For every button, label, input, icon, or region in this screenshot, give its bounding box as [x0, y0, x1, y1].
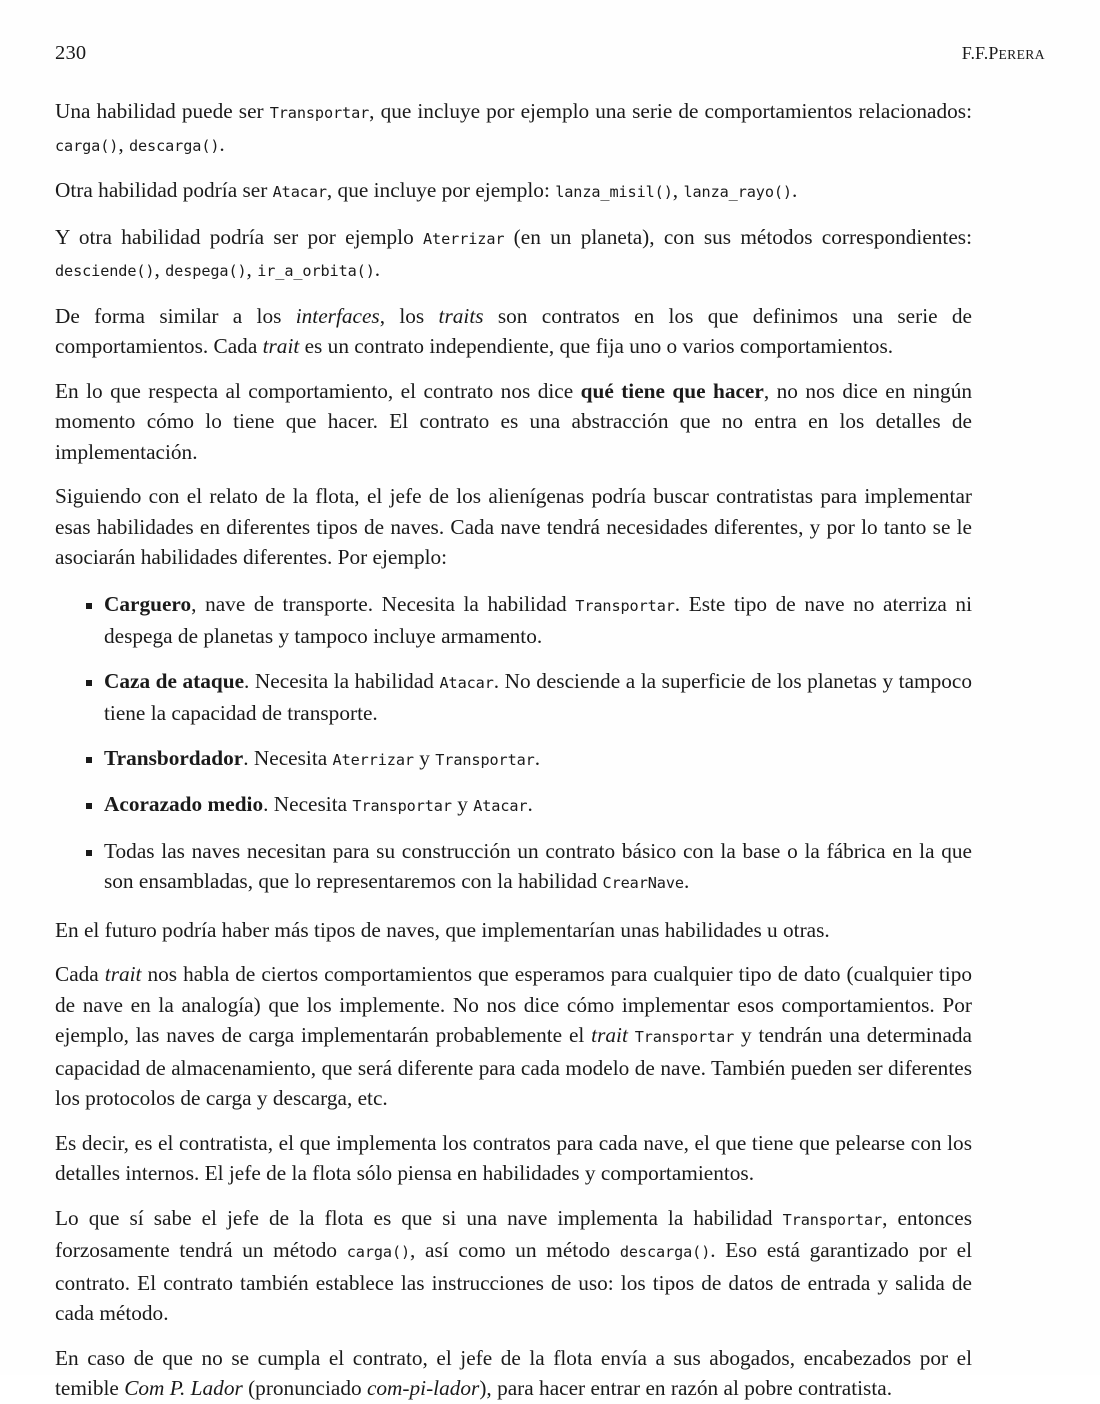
- code-atacar: Atacar: [272, 183, 327, 201]
- text-run: .: [374, 257, 381, 281]
- text-run: . Necesita: [243, 745, 333, 770]
- square-bullet-icon: [86, 680, 92, 686]
- text-run: Cada: [55, 962, 105, 986]
- code-despega: despega(): [165, 262, 247, 280]
- text-run: Y otra habilidad podría ser por ejemplo: [55, 224, 424, 249]
- bold-que-tiene-que-hacer: qué tiene que hacer: [580, 378, 764, 403]
- code-desciende: desciende(): [55, 262, 155, 280]
- text-run: .: [527, 792, 533, 816]
- list-item: [55, 836, 972, 899]
- text-run: , no nos dice en ningún momento cómo lo tiene que hacer. El contrato es una abstracción que no entra en los detalles de implementación.: [55, 378, 972, 464]
- author-initials: F.F.P: [961, 43, 999, 63]
- code-aterrizar: Aterrizar: [423, 229, 505, 248]
- list-item-term: Acorazado medio: [104, 792, 264, 816]
- list-item: [55, 743, 972, 776]
- square-bullet-icon: [86, 757, 92, 763]
- text-run: , así como un método: [410, 1238, 620, 1262]
- paragraph-cada-trait: [55, 959, 972, 1114]
- list-item: [55, 789, 972, 822]
- text-run: .: [534, 745, 541, 770]
- paragraph-futuro-naves: [55, 915, 972, 946]
- body-text-column: [55, 96, 972, 1404]
- text-run: Es decir, es el contratista, el que implementa los contratos para cada nave, el que tiene que pelearse con los detalles internos. El jefe de la flota sólo piensa en habilidades y comportamientos.: [55, 1130, 972, 1185]
- paragraph-atacar: [55, 175, 972, 208]
- text-run: ,: [118, 131, 129, 156]
- code-lanza-rayo: lanza_rayo(): [683, 183, 792, 201]
- italic-trait: trait: [262, 334, 300, 358]
- text-run: ,: [672, 178, 684, 202]
- text-run: Una habilidad puede ser: [55, 99, 270, 123]
- code-carga: carga(): [55, 136, 119, 155]
- square-bullet-icon: [86, 850, 92, 856]
- text-run: y: [413, 745, 436, 770]
- text-run: Siguiendo con el relato de la flota, el jefe de los alienígenas podría buscar contratistas para implementar esas habilidades en diferentes tipos de naves. Cada nave tendrá necesidades diferentes, y por lo tanto se le asociarán habilidades diferentes. Por ejemplo:: [55, 484, 972, 569]
- running-author: [962, 43, 1045, 64]
- text-run: Todas las naves necesitan para su construcción un contrato básico con la base o la fábrica en la que son ensambladas, que lo representaremos con la habilidad: [104, 838, 972, 893]
- text-run: . Necesita la habilidad: [244, 668, 440, 693]
- text-run: , entonces forzosamente tendrá un método: [55, 1205, 972, 1262]
- page-number: 230: [55, 42, 87, 64]
- paragraph-interfaces-traits: [55, 301, 972, 362]
- paragraph-jefe-flota-sabe: [55, 1203, 972, 1329]
- code-crearnave: CrearNave: [602, 874, 684, 892]
- list-item-term: Transbordador: [104, 745, 244, 770]
- running-header: [55, 42, 1045, 68]
- code-transportar: Transportar: [782, 1210, 883, 1229]
- text-run: .: [219, 131, 225, 156]
- text-run: , que incluye por ejemplo:: [326, 178, 556, 202]
- code-descarga: descarga(): [619, 1243, 711, 1261]
- text-run: ,: [246, 257, 258, 281]
- text-run: (pronunciado: [242, 1376, 367, 1400]
- text-run: ), para hacer entrar en razón al pobre contratista.: [479, 1376, 893, 1400]
- italic-trait: trait: [104, 962, 142, 986]
- list-item-term: Caza de ataque: [104, 668, 245, 693]
- list-item: [55, 666, 972, 729]
- italic-com-p-lador: Com P. Lador: [124, 1376, 243, 1400]
- text-run: . Eso está garantizado por el contrato. El contrato también establece las instrucciones de uso: los tipos de datos de entrada y salida de cada método.: [55, 1238, 972, 1325]
- ship-types-list: [55, 589, 972, 899]
- italic-traits: traits: [438, 303, 484, 328]
- code-lanza-misil: lanza_misil(): [555, 183, 673, 201]
- text-run: ,: [154, 257, 166, 281]
- code-ir-a-orbita: ir_a_orbita(): [257, 262, 375, 280]
- text-run: Otra habilidad podría ser: [55, 178, 273, 202]
- text-run: . No desciende a la superficie de los planetas y tampoco tiene la capacidad de transporte.: [104, 668, 972, 725]
- text-run: .: [683, 869, 690, 893]
- code-transportar: Transportar: [575, 596, 675, 615]
- italic-com-pi-lador: com-pi-lador: [366, 1376, 480, 1400]
- list-item-term: Carguero: [104, 591, 192, 616]
- italic-interfaces: interfaces: [295, 303, 380, 328]
- text-run: En lo que respecta al comportamiento, el contrato nos dice: [55, 378, 581, 403]
- text-run: En el futuro podría haber más tipos de naves, que implementarían unas habilidades u otras.: [55, 917, 830, 942]
- italic-trait: trait: [591, 1023, 628, 1047]
- paragraph-flota-contratistas: [55, 481, 972, 573]
- text-run: , los: [379, 303, 439, 328]
- text-run: , que incluye por ejemplo una serie de comportamientos relacionados:: [369, 99, 972, 123]
- paragraph-transportar: [55, 96, 972, 161]
- code-atacar: Atacar: [473, 797, 528, 815]
- list-item: [55, 589, 972, 652]
- paragraph-que-tiene-que-hacer: [55, 376, 972, 468]
- text-run: y tendrán una determinada capacidad de almacenamiento, que será diferente para cada modelo de nave. También pueden ser diferentes los protocolos de carga y descarga, etc.: [55, 1023, 973, 1110]
- text-run: y: [451, 792, 474, 816]
- code-transportar: Transportar: [435, 750, 535, 769]
- paragraph-com-p-lador: [55, 1343, 972, 1404]
- text-run: (en un planeta), con sus métodos correspondientes:: [504, 224, 972, 249]
- author-surname-smallcaps: ERERA: [998, 47, 1045, 62]
- code-descarga: descarga(): [128, 136, 220, 155]
- code-carga: carga(): [346, 1243, 411, 1261]
- text-run: . Este tipo de nave no aterriza ni despega de planetas y tampoco incluye armamento.: [104, 591, 972, 648]
- text-run: [628, 1023, 635, 1047]
- code-transportar: Transportar: [352, 797, 452, 815]
- paragraph-contratista: [55, 1128, 972, 1189]
- code-atacar: Atacar: [439, 673, 494, 692]
- text-run: . Necesita: [263, 792, 353, 816]
- text-run: nos habla de ciertos comportamientos que esperamos para cualquier tipo de dato (cualquier tipo de nave en la analogía) que los implemente. No nos dice cómo implementar esos comportamientos. Por ejemplo, las naves de carga implementarán probablemente el: [55, 962, 972, 1047]
- code-transportar: Transportar: [269, 104, 370, 122]
- text-run: Lo que sí sabe el jefe de la flota es que si una nave implementa la habilidad: [55, 1205, 783, 1230]
- square-bullet-icon: [86, 603, 92, 609]
- text-run: es un contrato independiente, que fija uno o varios comportamientos.: [299, 334, 894, 358]
- code-aterrizar: Aterrizar: [332, 750, 414, 769]
- code-transportar: Transportar: [634, 1028, 735, 1046]
- paragraph-aterrizar: [55, 222, 972, 287]
- text-run: , nave de transporte. Necesita la habilidad: [191, 591, 576, 616]
- text-run: son contratos en los que definimos una serie de comportamientos. Cada: [55, 303, 972, 358]
- text-run: En caso de que no se cumpla el contrato, el jefe de la flota envía a sus abogados, encabezados por el temible: [55, 1345, 972, 1400]
- square-bullet-icon: [86, 803, 92, 809]
- text-run: De forma similar a los: [55, 303, 296, 328]
- text-run: .: [791, 178, 798, 202]
